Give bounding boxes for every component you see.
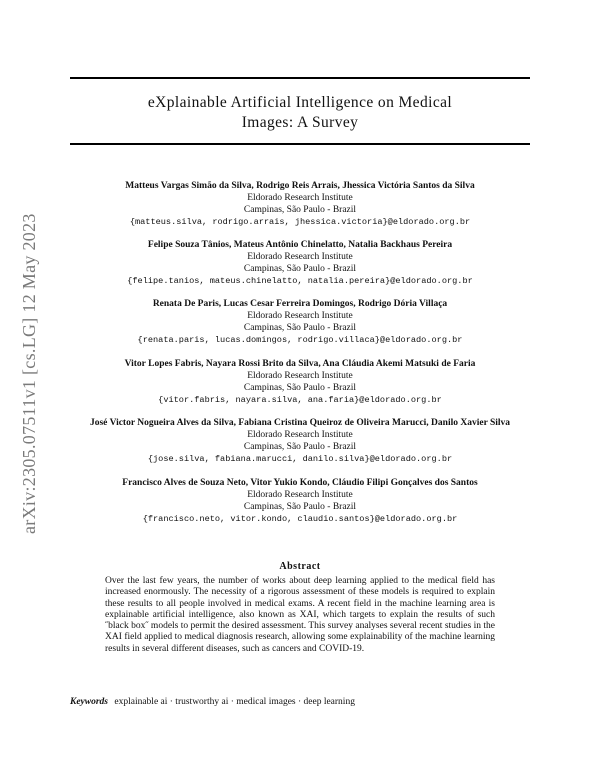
author-block-3	[60, 298, 540, 346]
author-emails: {matteus.silva, rodrigo.arrais, jhessica.victoria}@eldorado.org.br	[129, 217, 471, 227]
title-line-1: eXplainable Artificial Intelligence on Medical	[147, 94, 453, 111]
author-emails: {renata.paris, lucas.domingos, rodrigo.villaca}@eldorado.org.br	[137, 335, 463, 345]
author-names: Matteus Vargas Simão da Silva, Rodrigo Reis Arrais, Jhessica Victória Santos da Silva	[125, 181, 475, 191]
keywords-text: explainable ai · trustworthy ai · medical images · deep learning	[114, 697, 355, 707]
arxiv-stamp	[16, 184, 38, 534]
author-location: Campinas, São Paulo - Brazil	[243, 264, 357, 274]
arxiv-stamp-text: arXiv:2305.07511v1 [cs.LG] 12 May 2023	[19, 213, 39, 534]
author-names: Francisco Alves de Souza Neto, Vitor Yukio Kondo, Cláudio Filipi Gonçalves dos Santos	[122, 478, 478, 488]
author-names: Felipe Souza Tânios, Mateus Antônio Chinelatto, Natalia Backhaus Pereira	[147, 240, 453, 250]
author-institution: Eldorado Research Institute	[247, 193, 353, 203]
author-names: Renata De Paris, Lucas Cesar Ferreira Domingos, Rodrigo Dória Villaça	[152, 299, 448, 309]
author-institution: Eldorado Research Institute	[247, 252, 353, 262]
paper-title	[70, 93, 530, 133]
keywords-line	[70, 697, 530, 707]
author-block-4	[60, 358, 540, 406]
author-emails: {vitor.fabris, nayara.silva, ana.faria}@eldorado.org.br	[158, 395, 442, 405]
abstract-heading: Abstract	[279, 561, 321, 572]
author-emails: {jose.silva, fabiana.marucci, danilo.silva}@eldorado.org.br	[147, 454, 453, 464]
author-block-5	[60, 417, 540, 465]
author-emails: {felipe.tanios, mateus.chinelatto, natalia.pereira}@eldorado.org.br	[127, 276, 473, 286]
title-rule-bottom	[70, 143, 530, 145]
author-emails: {francisco.neto, vitor.kondo, claudio.santos}@eldorado.org.br	[142, 514, 458, 524]
author-location: Campinas, São Paulo - Brazil	[243, 442, 357, 452]
author-names: José Victor Nogueira Alves da Silva, Fabiana Cristina Queiroz de Oliveira Marucci, Danilo Xavier Silva	[89, 418, 511, 428]
author-location: Campinas, São Paulo - Brazil	[243, 502, 357, 512]
keywords-label: Keywords	[70, 697, 108, 707]
author-location: Campinas, São Paulo - Brazil	[243, 383, 357, 393]
author-block-2	[60, 239, 540, 287]
author-institution: Eldorado Research Institute	[247, 371, 353, 381]
title-rule-top	[70, 77, 530, 79]
abstract-body: Over the last few years, the number of works about deep learning applied to the medical field has increased enormously. The necessity of a rigorous assessment of these models is required to explain these results to all people involved in medical exams. A recent field in the machine learning area is explainable artificial intelligence, also known as XAI, which targets to explain the results of such ˝black box˝ models to permit the desired assessment. This survey analyses several recent studies in the XAI field applied to medical diagnosis research, allowing some explainability of the machine learning results in several different diseases, such as cancers and COVID-19.	[105, 576, 495, 654]
author-institution: Eldorado Research Institute	[247, 311, 353, 321]
author-location: Campinas, São Paulo - Brazil	[243, 323, 357, 333]
author-block-6	[60, 477, 540, 525]
author-institution: Eldorado Research Institute	[247, 490, 353, 500]
author-block-1	[60, 180, 540, 228]
author-institution: Eldorado Research Institute	[247, 430, 353, 440]
title-line-2: Images: A Survey	[241, 114, 359, 131]
author-names: Vitor Lopes Fabris, Nayara Rossi Brito da Silva, Ana Cláudia Akemi Matsuki de Faria	[124, 359, 476, 369]
author-location: Campinas, São Paulo - Brazil	[243, 205, 357, 215]
